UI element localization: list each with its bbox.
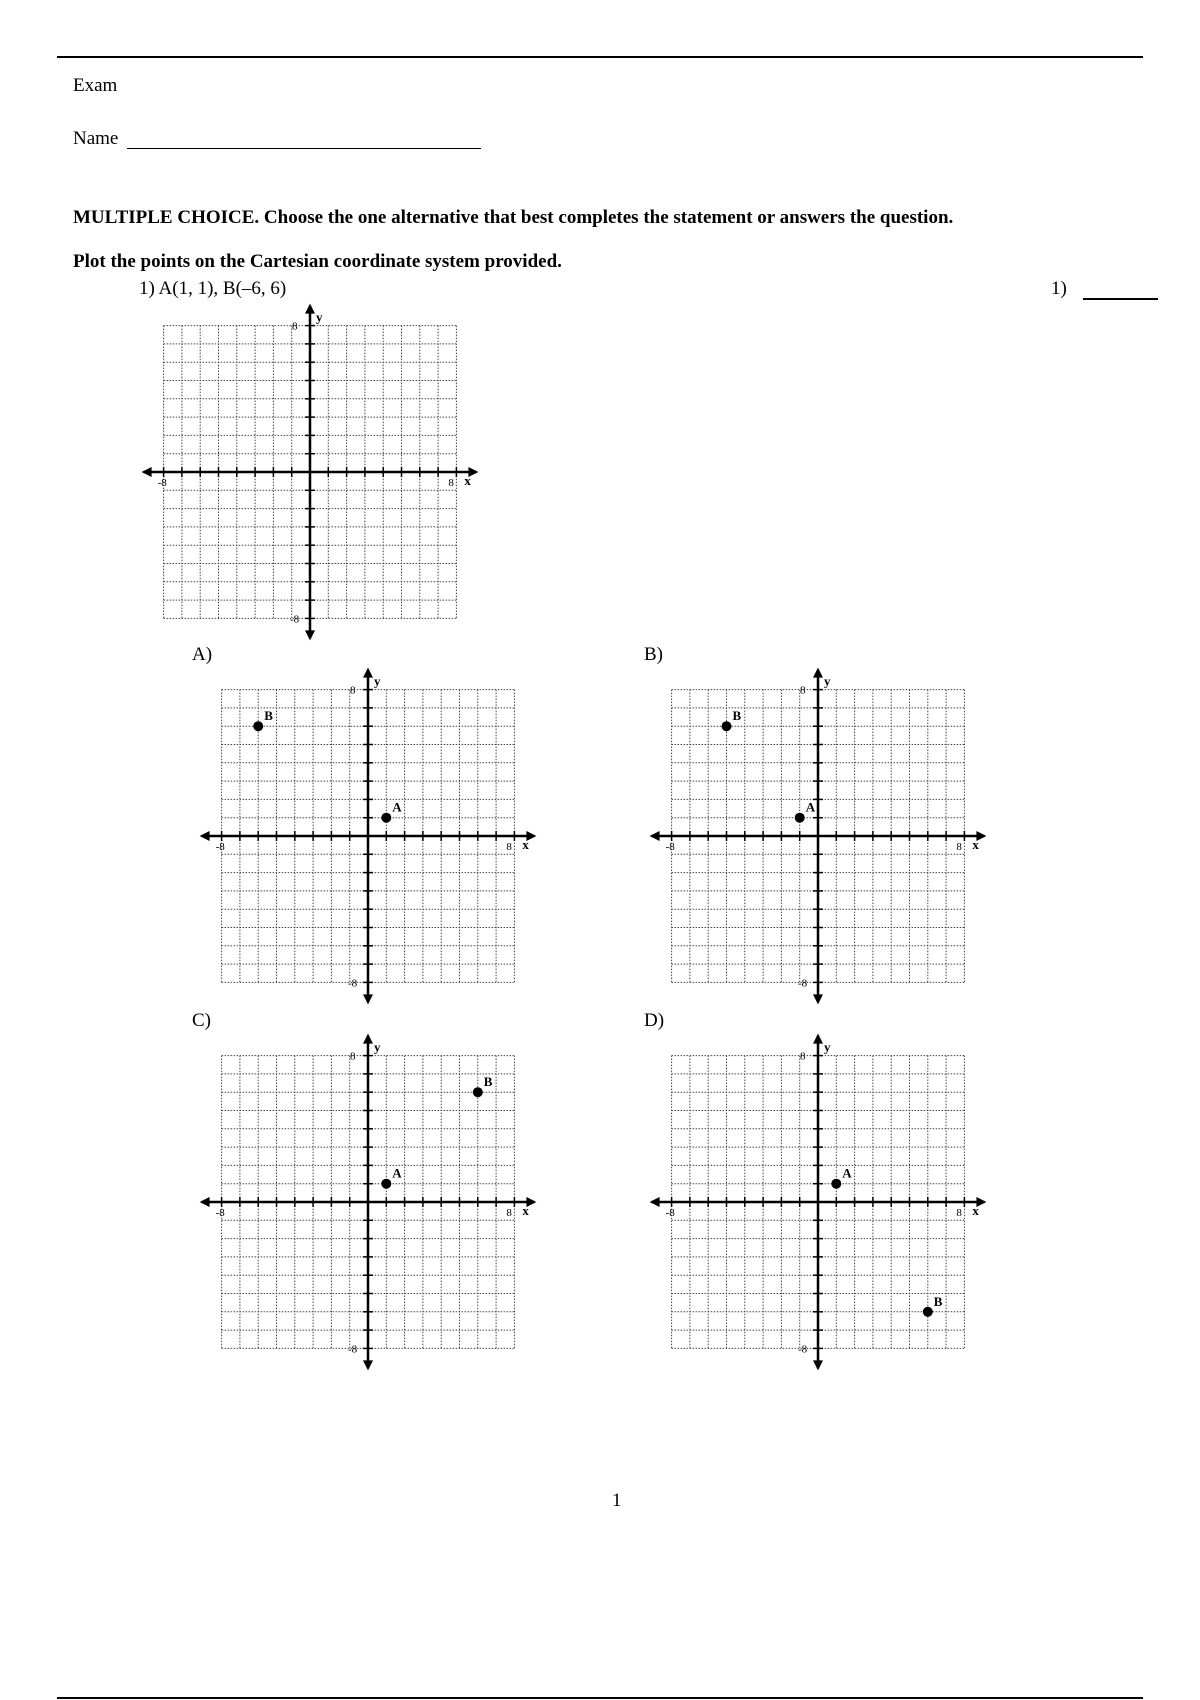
point-b [923,1307,933,1317]
option-c-graph[interactable] [215,1036,558,1372]
point-label-b: B [264,708,273,724]
option-a-label[interactable]: A) [192,644,213,665]
x-min-tick-label: -8 [157,477,167,489]
option-d-label[interactable]: D) [644,1010,665,1031]
question-1 [139,278,286,300]
y-axis-arrow-up [363,668,373,678]
y-axis-arrow-down [305,630,315,640]
name-field-line[interactable] [127,148,481,149]
y-axis-label: y [316,309,323,325]
x-min-tick-label: -8 [665,841,675,853]
x-axis-arrow-left [650,831,660,841]
y-max-tick-label: 8 [800,684,806,697]
question-coordinate-grid[interactable] [157,306,500,642]
section-heading: Plot the points on the Cartesian coordinate system provided. [73,251,562,272]
y-axis-arrow-down [363,1360,373,1370]
point-a [381,1179,391,1189]
bottom-rule [57,1697,1143,1699]
point-b [253,721,263,731]
x-min-tick-label: -8 [215,841,225,853]
x-axis-label: x [522,1203,529,1218]
x-max-tick-label: 8 [956,1207,962,1219]
y-min-tick-label: -8 [348,977,358,990]
x-axis-label: x [972,837,979,852]
point-label-a: A [805,799,816,815]
point-b [473,1087,483,1097]
point-label-a: A [842,1165,852,1181]
x-min-tick-label: -8 [215,1207,225,1219]
option-a-graph[interactable] [215,670,558,1006]
y-axis-label: y [824,1039,831,1055]
name-label: Name [73,128,119,149]
option-b-label[interactable]: B) [644,644,663,665]
y-min-tick-label: -8 [798,1343,808,1356]
exam-label: Exam [73,75,118,96]
point-a [381,813,391,823]
x-axis-arrow-left [200,1197,210,1207]
x-axis-label: x [464,473,471,488]
question-text: A(1, 1), B(–6, 6) [158,278,287,299]
answer-number: 1) [1051,278,1067,299]
y-min-tick-label: -8 [348,1343,358,1356]
x-max-tick-label: 8 [956,841,962,853]
option-c-label[interactable]: C) [192,1010,211,1031]
x-min-tick-label: -8 [665,1207,675,1219]
option-d-graph[interactable] [665,1036,1008,1372]
y-axis-label: y [374,1039,381,1055]
x-axis-label: x [522,837,529,852]
x-axis-arrow-left [142,467,152,477]
x-max-tick-label: 8 [506,841,512,853]
y-max-tick-label: 8 [292,320,298,333]
x-axis-arrow-left [650,1197,660,1207]
y-axis-arrow-up [813,1034,823,1044]
y-axis-arrow-down [813,1360,823,1370]
y-axis-label: y [374,673,381,689]
x-max-tick-label: 8 [448,477,454,489]
y-axis-arrow-up [305,304,315,314]
point-label-b: B [732,708,742,724]
x-max-tick-label: 8 [506,1207,512,1219]
x-axis-arrow-left [200,831,210,841]
point-label-a: A [392,1165,402,1181]
y-axis-arrow-up [363,1034,373,1044]
point-a [831,1179,841,1189]
y-axis-arrow-up [813,668,823,678]
y-max-tick-label: 8 [350,684,356,697]
question-number: 1) [139,278,155,299]
y-axis-arrow-down [813,994,823,1004]
y-axis-label: y [824,673,831,689]
point-b [722,721,732,731]
option-b-graph[interactable] [665,670,1008,1006]
y-max-tick-label: 8 [800,1050,806,1063]
answer-blank[interactable] [1083,298,1158,300]
instructions: MULTIPLE CHOICE. Choose the one alternative that best completes the statement or answers the question. [73,207,954,228]
page-number: 1 [612,1490,622,1511]
top-rule [57,56,1143,58]
y-min-tick-label: -8 [798,977,808,990]
y-max-tick-label: 8 [350,1050,356,1063]
y-min-tick-label: -8 [290,613,300,626]
point-label-b: B [933,1293,943,1309]
point-label-b: B [483,1074,493,1090]
x-axis-label: x [972,1203,979,1218]
point-a [795,813,805,823]
point-label-a: A [392,799,402,815]
y-axis-arrow-down [363,994,373,1004]
